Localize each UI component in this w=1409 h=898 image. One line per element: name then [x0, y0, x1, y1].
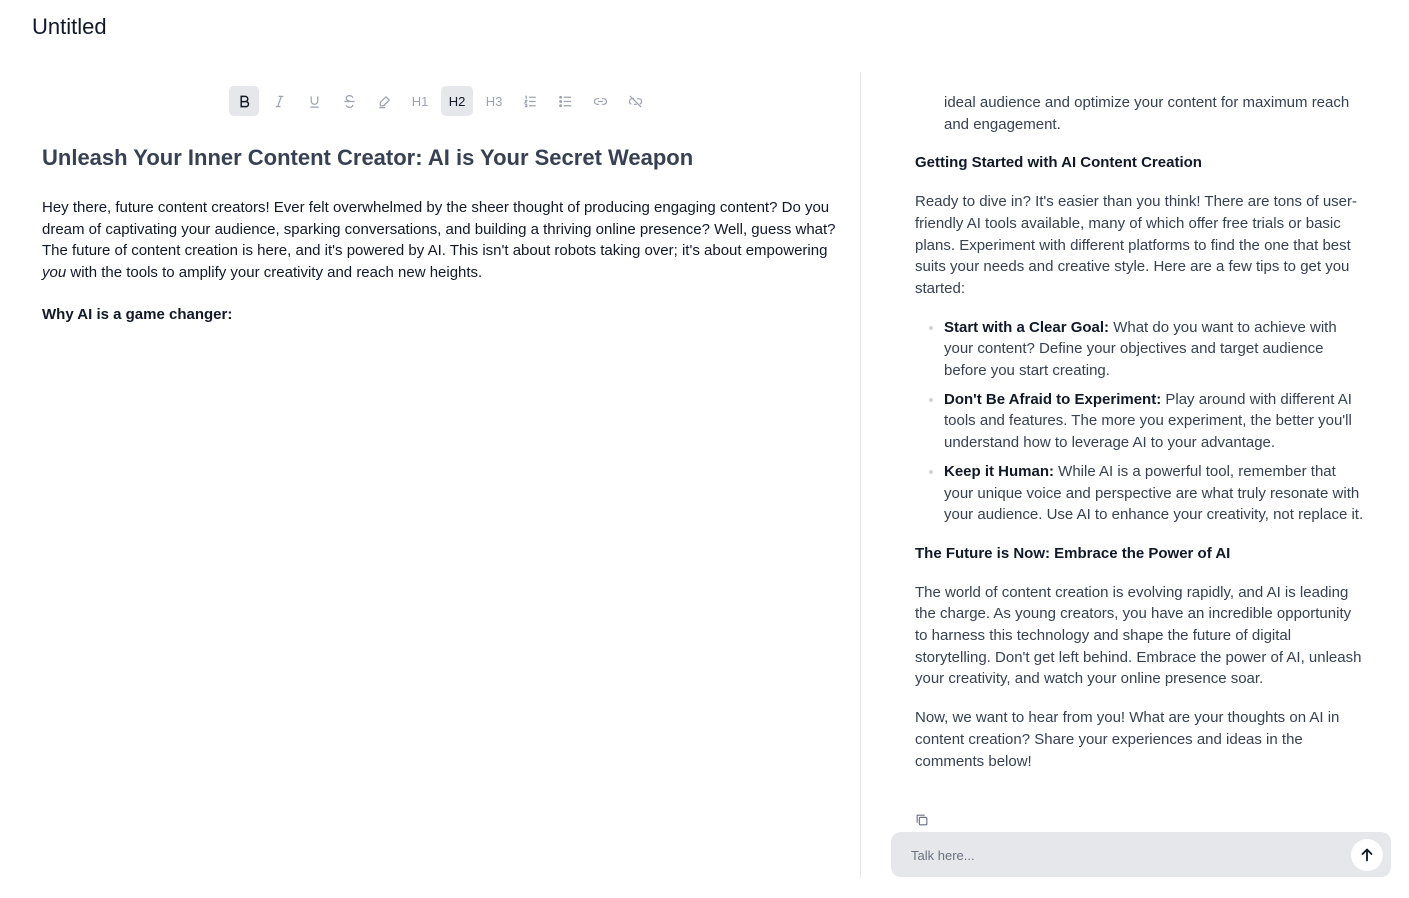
editor-subheading-text: Why AI is a game changer: — [42, 306, 233, 324]
bullet-list-icon — [558, 94, 573, 109]
formatting-toolbar — [229, 86, 650, 116]
unlink-icon — [628, 94, 643, 109]
chat-section2-heading: The Future is Now: Embrace the Power of AI — [915, 544, 1231, 562]
chat-section1-paragraph: Ready to dive in? It's easier than you think! There are tons of user-friendly AI tools available, many of which offer free trials or basic plans. Experiment with different platforms to find the one that best suits your needs and creative style. Here are a few tips to get you started: — [915, 193, 1357, 297]
strikethrough-button[interactable] — [334, 86, 364, 116]
heading2-button[interactable]: H2 — [441, 86, 473, 116]
editor-intro-paragraph — [42, 197, 842, 283]
arrow-up-icon — [1359, 847, 1375, 863]
bold-icon — [237, 94, 252, 109]
bullet-list-button[interactable] — [550, 86, 580, 116]
tip-text: While AI is a powerful tool, remember that your unique voice and perspective are what truly resonate with your audience. Use AI to enhance your creativity, not replace it. — [944, 462, 1364, 524]
ordered-list-button[interactable] — [515, 86, 545, 116]
intro-text-part1: Hey there, future content creators! Ever felt overwhelmed by the sheer thought of producing engaging content? Do you dream of captivating your audience, sparking conversations, and building a thriving online presence? Well, guess what? The future of content creation is here, and it's powered by AI. This isn't about robots taking over; it's about empowering — [42, 199, 836, 260]
send-button[interactable] — [1351, 839, 1383, 871]
chat-tips-list — [915, 317, 1367, 526]
chat-pane — [861, 72, 1409, 898]
editor-content[interactable] — [42, 144, 842, 347]
ordered-list-icon — [523, 94, 538, 109]
chat-section2-paragraph: The world of content creation is evolving rapidly, and AI is leading the charge. As young creators, you have an incredible opportunity to harness this technology and shape the future of digital storytelling. Don't get left behind. Embrace the power of AI, unleash your creativity, and watch your online presence soar. — [915, 583, 1362, 688]
chat-message — [915, 92, 1367, 789]
list-item — [944, 461, 1367, 526]
intro-text-part2: with the tools to amplify your creativity and reach new heights. — [66, 263, 483, 281]
chat-input-container — [891, 832, 1391, 877]
list-item — [944, 317, 1367, 382]
copy-button[interactable] — [915, 813, 931, 829]
link-button[interactable] — [585, 86, 615, 116]
editor-pane — [0, 72, 860, 878]
editor-subheading — [42, 304, 842, 326]
chat-closing-paragraph: Now, we want to hear from you! What are your thoughts on AI in content creation? Share your experiences and ideas in the comments below! — [915, 709, 1340, 770]
heading1-button[interactable]: H1 — [411, 93, 429, 109]
strikethrough-icon — [342, 94, 357, 109]
list-item — [944, 389, 1367, 454]
underline-button[interactable] — [299, 86, 329, 116]
underline-icon — [307, 94, 322, 109]
bold-button[interactable] — [229, 86, 259, 116]
tip-title: Keep it Human: — [944, 462, 1055, 480]
link-icon — [593, 94, 608, 109]
italic-button[interactable] — [264, 86, 294, 116]
tip-title: Start with a Clear Goal: — [944, 318, 1110, 336]
highlight-button[interactable] — [369, 86, 399, 116]
chat-section1-heading: Getting Started with AI Content Creation — [915, 154, 1202, 172]
intro-emphasis: you — [42, 263, 67, 281]
copy-icon — [915, 813, 929, 827]
tip-title: Don't Be Afraid to Experiment: — [944, 390, 1162, 408]
highlighter-icon — [377, 94, 392, 109]
heading3-button[interactable]: H3 — [485, 93, 503, 109]
tip-text: Play around with different AI tools and features. The more you experiment, the better you'll understand how to leverage AI to your advantage. — [944, 390, 1352, 452]
unlink-button[interactable] — [620, 86, 650, 116]
editor-heading: Unleash Your Inner Content Creator: AI is Your Secret Weapon — [42, 145, 694, 170]
chat-input[interactable] — [909, 832, 1333, 879]
document-title[interactable]: Untitled — [32, 14, 107, 39]
tip-text: What do you want to achieve with your content? Define your objectives and target audience before you start creating. — [944, 318, 1337, 380]
italic-icon — [272, 94, 287, 109]
chat-continued-text: ideal audience and optimize your content for maximum reach and engagement. — [944, 94, 1350, 133]
